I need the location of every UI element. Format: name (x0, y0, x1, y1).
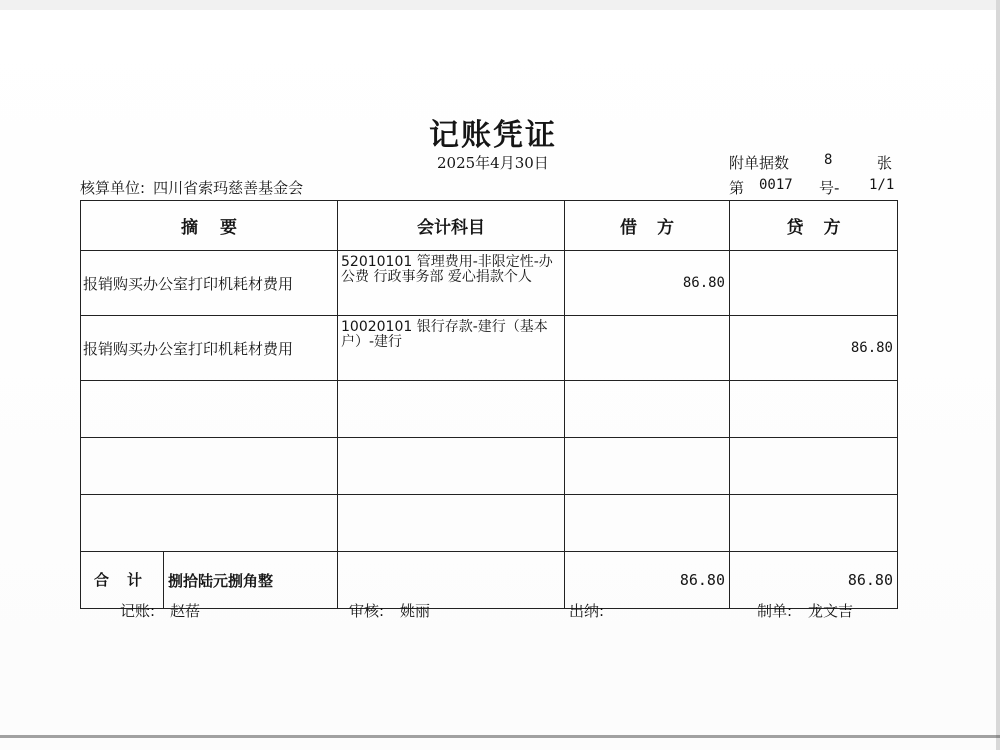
org-label: 核算单位: (80, 179, 146, 197)
org-name: 四川省索玛慈善基金会 (153, 179, 304, 197)
row-credit (730, 251, 898, 316)
voucher-number-suffix: 号- (819, 179, 840, 197)
voucher-number: 0017 (759, 177, 793, 193)
voucher-page: 1/1 (869, 177, 895, 193)
total-amount-words: 捌拾陆元捌角整 (168, 571, 274, 590)
total-label: 合计 (81, 552, 164, 608)
row-summary: 报销购买办公室打印机耗材费用 (81, 251, 338, 316)
voucher-number-prefix: 第 (729, 179, 745, 197)
empty-row (81, 495, 898, 552)
attachments-unit: 张 (877, 154, 893, 172)
org-line (80, 177, 303, 198)
voucher-date: 2025年4月30日 (437, 154, 549, 172)
table-header-row (81, 201, 898, 251)
scan-bottom-edge (0, 735, 1000, 738)
reviewer-name: 姚丽 (400, 602, 431, 620)
preparer-name: 龙文吉 (808, 602, 854, 620)
bookkeeper-label: 记账: (120, 602, 156, 620)
row-credit: 86.80 (730, 316, 898, 381)
total-debit: 86.80 (565, 552, 730, 609)
bookkeeper-name: 赵蓓 (170, 602, 201, 620)
row-debit (565, 316, 730, 381)
row-account: 52010101 管理费用-非限定性-办公费 行政事务部 爱心捐款个人 (338, 251, 565, 316)
header-account: 会计科目 (338, 201, 565, 251)
voucher-title: 记账凭证 (429, 118, 557, 153)
total-credit: 86.80 (730, 552, 898, 609)
row-debit: 86.80 (565, 251, 730, 316)
scan-right-edge (996, 0, 1000, 750)
header-credit: 贷方 (730, 201, 898, 251)
reviewer-label: 审核: (349, 602, 385, 620)
attachments-count: 8 (824, 152, 833, 168)
cashier-label: 出纳: (569, 602, 605, 620)
voucher-table (80, 200, 898, 609)
table-row (81, 316, 898, 381)
attachments-label: 附单据数 (729, 154, 790, 172)
preparer-label: 制单: (757, 602, 793, 620)
row-summary: 报销购买办公室打印机耗材费用 (81, 316, 338, 381)
scan-top-edge (0, 0, 1000, 10)
table-row (81, 251, 898, 316)
header-debit: 借方 (565, 201, 730, 251)
empty-row (81, 381, 898, 438)
empty-row (81, 438, 898, 495)
row-account: 10020101 银行存款-建行（基本户）-建行 (338, 316, 565, 381)
header-summary: 摘要 (81, 201, 338, 251)
